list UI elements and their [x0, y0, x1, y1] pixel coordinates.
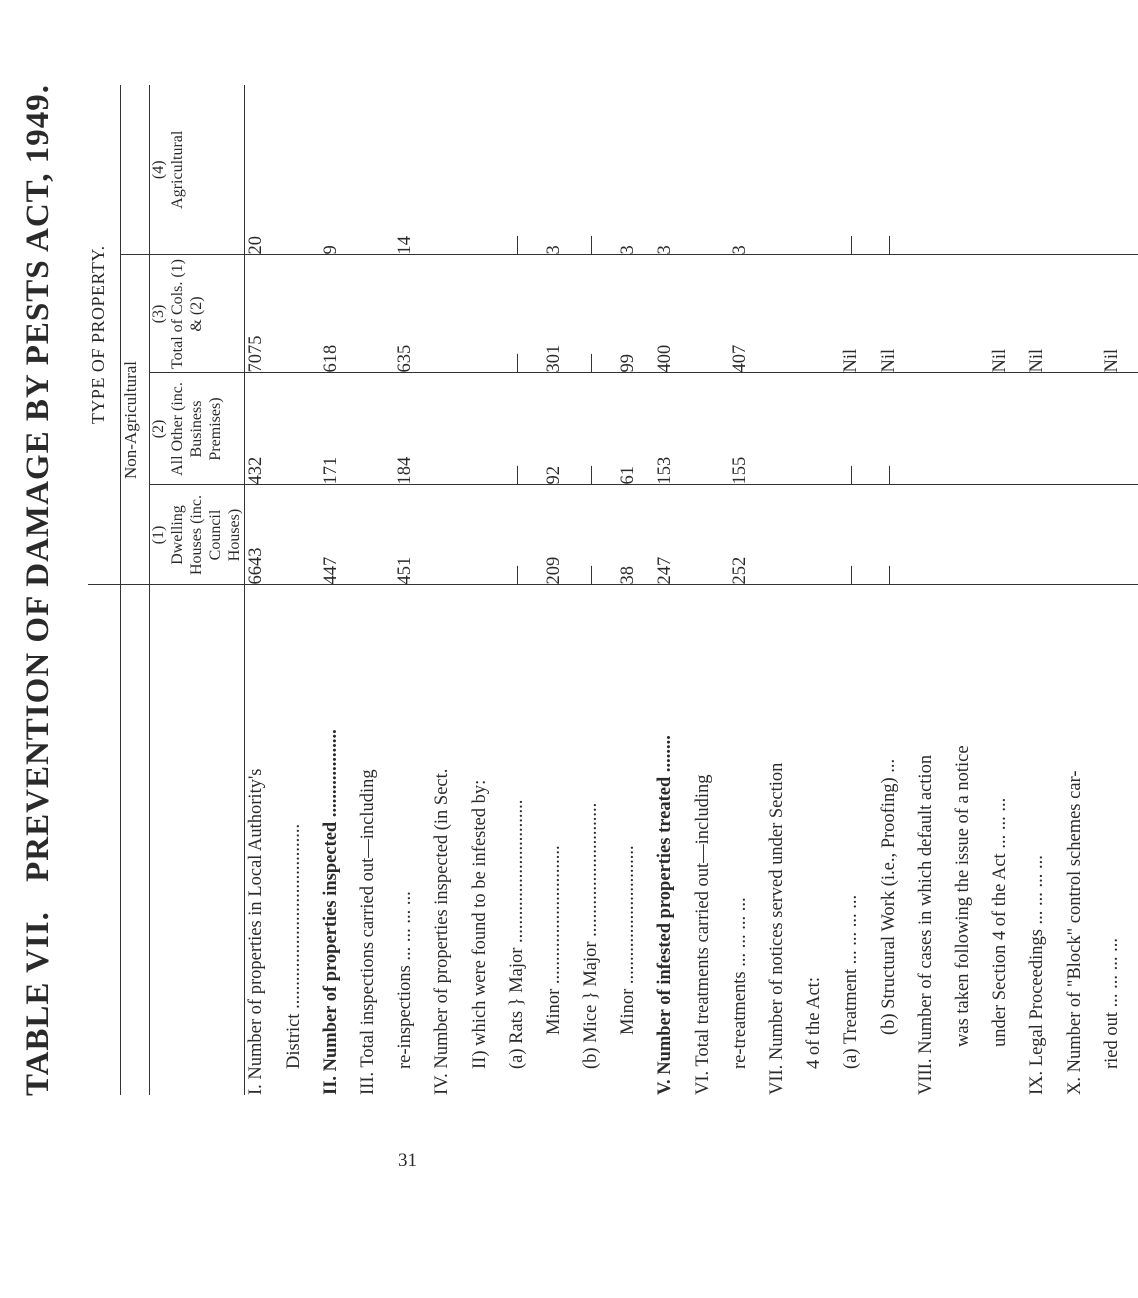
row-7-col-3-value: 400: [655, 344, 676, 373]
row-3-col-2-value: [357, 374, 394, 485]
row-11-col-1-value: [989, 486, 1026, 585]
row-4-line-2: II) which were found to be infested by:: [469, 779, 490, 1069]
row-7-col-1-value: 247: [655, 556, 676, 585]
row-3-line-2: re-inspections ... ... ... ...: [395, 891, 416, 1069]
row-10-line-2: (b) Structural Work (i.e., Proofing) ...: [878, 758, 899, 1035]
row-9-col-2-value: [766, 374, 803, 485]
row-10-col-3-value: Nil: [841, 348, 862, 373]
row-6-col-2-value: —: [581, 466, 602, 485]
row-9-line-1: VII. Number of notices served under Section: [767, 762, 787, 1095]
row-3-col-1-value: [357, 486, 394, 585]
row-8-col-3-value: [692, 256, 729, 373]
row-2-col-1-value: 447: [320, 556, 341, 585]
row-descriptions: [245, 585, 1138, 1095]
row-1-col-1-value: [283, 486, 320, 585]
row-5-col-2-value: 92: [543, 466, 564, 485]
row-8-line-1: VI. Total treatments carried out—including: [692, 774, 713, 1095]
row-1-col-2-value: 432: [246, 456, 267, 485]
col-other-header: (2) All Other (inc. Business Premises): [150, 373, 245, 485]
row-4-col-3-value: [431, 256, 468, 373]
row-8-line-2: re-treatments ... ... ... ...: [729, 897, 750, 1069]
row-1-col-2-value: [283, 374, 320, 485]
row-6-col-1-value: —: [581, 566, 602, 585]
row-6-col-1-value: 38: [618, 566, 639, 585]
row-8-col-2-value: [692, 374, 729, 485]
row-11-col-2-value: [989, 374, 1026, 485]
row-13-col-3-value: Nil: [1101, 348, 1122, 373]
row-13-col-1-value: [1101, 486, 1138, 585]
row-9-col-4-value: [803, 85, 840, 255]
row-3-col-3-value: 635: [395, 344, 416, 373]
row-2-col-4-value: 9: [320, 245, 341, 255]
row-1-line-1: I. Number of properties in Local Authority's: [246, 768, 267, 1095]
row-4-line-1: IV. Number of properties inspected (in Sect.: [432, 768, 453, 1095]
row-10-col-3-value: Nil: [878, 348, 899, 373]
row-3-col-4-value: [357, 85, 394, 255]
act-title: PREVENTION OF DAMAGE BY PESTS ACT, 1949.: [20, 84, 56, 882]
row-5-line-1: (a) Rats } Major ...............................: [506, 799, 527, 1069]
row-13-col-2-value: [1064, 374, 1101, 485]
row-9-col-3-value: [803, 256, 840, 373]
row-6-col-3-value: —: [581, 354, 602, 373]
row-13-col-1-value: [1064, 486, 1101, 585]
row-4-col-2-value: [431, 374, 468, 485]
row-6-line-2: Minor ..............................: [618, 845, 639, 1035]
row-5-col-4-value: —: [506, 236, 527, 255]
row-4-col-1-value: [469, 486, 506, 585]
row-3-line-1: III. Total inspections carried out—including: [357, 769, 378, 1095]
col-agricultural-header: (4) Agricultural: [150, 85, 245, 255]
page-title: [20, 0, 57, 1180]
row-10-col-4-value: —: [878, 236, 899, 255]
row-1-col-4-value: [283, 85, 320, 255]
row-4-col-4-value: [431, 85, 468, 255]
row-4-col-4-value: [469, 85, 506, 255]
row-11-col-4-value: [989, 85, 1026, 255]
row-8-col-4-value: [692, 85, 729, 255]
row-11-col-1-value: [952, 486, 989, 585]
row-8-col-1-value: [692, 486, 729, 585]
row-10-line-1: (a) Treatment ... ... ... ...: [841, 894, 862, 1069]
row-3-col-2-value: 184: [395, 456, 416, 485]
row-12-line-1: IX. Legal Proceedings ... ... ... ...: [1027, 855, 1048, 1095]
row-2-col-3-value: 618: [320, 344, 341, 373]
row-11-line-2: was taken following the issue of a notice: [952, 745, 973, 1047]
row-10-col-1-value: —: [841, 566, 862, 585]
row-8-col-3-value: 407: [729, 344, 750, 373]
col-dwelling-header: (1) Dwelling Houses (inc. Council Houses): [150, 485, 245, 585]
row-11-col-3-value: [915, 256, 952, 373]
row-1-line-2: District ........................................: [283, 823, 304, 1069]
pests-table: [88, 85, 1138, 1095]
row-6-col-3-value: 99: [618, 354, 639, 373]
row-13-col-4-value: [1064, 85, 1101, 255]
total-values: [245, 255, 1138, 373]
row-11-col-3-value: [952, 256, 989, 373]
row-13-col-4-value: [1101, 85, 1138, 255]
row-11-line-1: VIII. Number of cases in which default action: [915, 754, 936, 1095]
page-number: 31: [398, 1150, 417, 1171]
row-4-col-1-value: [431, 486, 468, 585]
agricultural-values: [245, 85, 1138, 255]
row-9-line-2: 4 of the Act:: [804, 977, 825, 1069]
row-13-line-1: X. Number of "Block" control schemes car-: [1064, 770, 1085, 1095]
row-13-col-3-value: [1064, 256, 1101, 373]
row-10-col-2-value: —: [878, 466, 899, 485]
row-10-col-1-value: —: [878, 566, 899, 585]
row-6-col-2-value: 61: [618, 466, 639, 485]
row-9-col-2-value: [803, 374, 840, 485]
row-10-col-2-value: —: [841, 466, 862, 485]
row-2-line-1: II. Number of properties inspected ...................: [320, 729, 341, 1095]
row-9-col-3-value: [766, 256, 803, 373]
row-4-col-2-value: [469, 374, 506, 485]
row-11-col-4-value: [952, 85, 989, 255]
row-11-col-2-value: [915, 374, 952, 485]
row-5-col-3-value: 301: [543, 344, 564, 373]
non-agricultural-header: Non-Agricultural: [121, 255, 150, 585]
row-1-col-3-value: 7075: [246, 335, 267, 373]
other-values: [245, 373, 1138, 485]
row-12-col-3-value: Nil: [1027, 348, 1048, 373]
row-8-col-2-value: 155: [729, 456, 750, 485]
row-2-col-2-value: 171: [320, 456, 341, 485]
row-7-col-2-value: 153: [655, 456, 676, 485]
row-11-col-2-value: [952, 374, 989, 485]
row-9-col-1-value: [766, 486, 803, 585]
row-13-line-2: ried out ... ... ... ...: [1101, 937, 1122, 1069]
row-12-col-1-value: [1026, 486, 1063, 585]
table-number: TABLE VII.: [20, 911, 56, 1096]
row-4-col-3-value: [469, 256, 506, 373]
row-11-col-4-value: [915, 85, 952, 255]
row-5-col-3-value: —: [506, 354, 527, 373]
row-11-col-3-value: Nil: [990, 348, 1011, 373]
row-10-col-4-value: —: [841, 236, 862, 255]
row-1-col-3-value: [283, 256, 320, 373]
row-3-col-1-value: 451: [395, 556, 416, 585]
row-8-col-1-value: 252: [729, 556, 750, 585]
row-7-line-1: V. Number of infested properties treated ........: [655, 735, 676, 1095]
row-5-col-4-value: 3: [543, 245, 564, 255]
row-9-col-1-value: [803, 486, 840, 585]
dwelling-values: [245, 485, 1138, 585]
row-3-col-4-value: 14: [395, 236, 416, 255]
row-3-col-3-value: [357, 256, 394, 373]
row-1-col-4-value: 20: [246, 236, 267, 255]
row-12-col-4-value: [1026, 85, 1063, 255]
row-11-col-1-value: [915, 486, 952, 585]
row-13-col-2-value: [1101, 374, 1138, 485]
type-of-property-header: TYPE OF PROPERTY.: [88, 85, 121, 585]
row-7-col-4-value: 3: [655, 245, 676, 255]
row-5-col-1-value: —: [506, 566, 527, 585]
row-6-line-1: (b) Mice } Major .............................: [581, 802, 602, 1069]
row-5-col-2-value: —: [506, 466, 527, 485]
row-6-col-4-value: —: [581, 236, 602, 255]
row-9-col-4-value: [766, 85, 803, 255]
row-1-col-1-value: 6643: [246, 547, 267, 585]
row-5-line-2: Minor ..............................: [543, 845, 564, 1035]
row-11-line-3: under Section 4 of the Act ... ... ...: [990, 797, 1011, 1047]
row-5-col-1-value: 209: [543, 556, 564, 585]
row-8-col-4-value: 3: [729, 245, 750, 255]
col-total-header: (3) Total of Cols. (1) & (2): [150, 255, 245, 373]
row-12-col-2-value: [1026, 374, 1063, 485]
row-6-col-4-value: 3: [618, 245, 639, 255]
